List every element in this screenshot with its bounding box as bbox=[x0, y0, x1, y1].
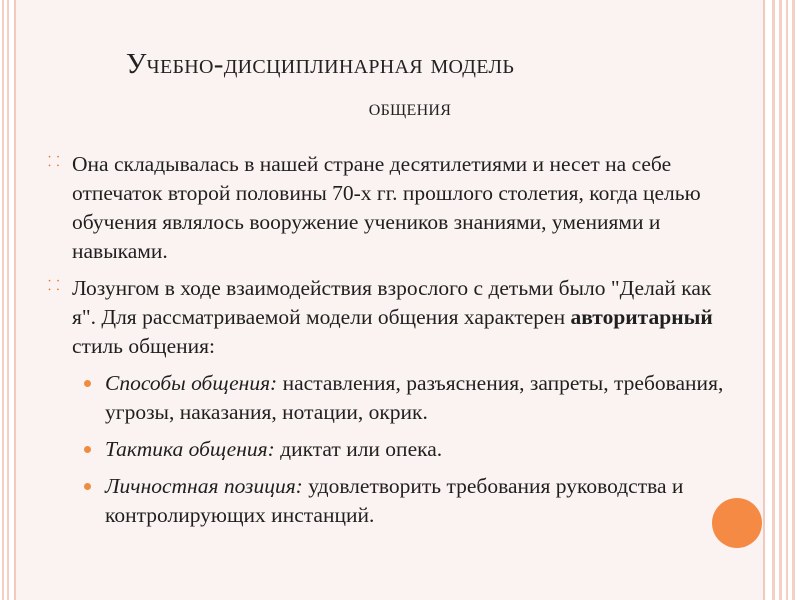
orange-dot-bullet-icon bbox=[84, 380, 91, 387]
orange-bracket-bullet-icon: ⸬ bbox=[48, 279, 60, 294]
sub-bullet-item bbox=[72, 369, 738, 427]
sub-bullet-item bbox=[72, 472, 738, 530]
bullet-text-after: стиль общения: bbox=[72, 334, 216, 358]
left-stripe bbox=[7, 0, 9, 600]
orange-dot-bullet-icon bbox=[84, 446, 91, 453]
sub-bullet-item bbox=[72, 435, 738, 464]
right-stripe bbox=[786, 0, 788, 600]
sub-bullet-text: наставления, разъяснения, запреты, требования, угрозы, наказания, нотации, окрик. bbox=[105, 371, 724, 424]
bullet-text-before: Лозунгом в ходе взаимодействия взрослого с детьми было "Делай как я". Для рассматриваемой модели общения характерен bbox=[72, 276, 712, 329]
right-stripe bbox=[792, 0, 795, 600]
right-stripe bbox=[779, 0, 782, 600]
bullet-list bbox=[48, 150, 738, 538]
sub-bullet-label: Тактика общения: bbox=[105, 437, 275, 461]
decorative-circle-icon bbox=[712, 498, 762, 548]
bullet-item bbox=[48, 274, 738, 530]
right-stripe bbox=[772, 0, 775, 600]
title-line-2: общения bbox=[368, 95, 452, 120]
sub-bullet-text: удовлетворить требования руководства и контролирующих инстанций. bbox=[105, 474, 684, 527]
bullet-text: Она складывалась в нашей стране десятилетиями и несет на себе отпечаток второй половины 70-х гг. прошлого столетия, когда целью обучения являлось вооружение учеников знаниями, умениями и навыками. bbox=[72, 152, 701, 263]
sub-bullet-list bbox=[72, 369, 738, 530]
left-stripe bbox=[2, 0, 4, 600]
bullet-bold-text: авторитарный bbox=[570, 305, 713, 329]
slide-title bbox=[40, 42, 720, 130]
sub-bullet-text: диктат или опека. bbox=[274, 437, 443, 461]
title-line-1: Учебно-дисциплинарная модель bbox=[125, 48, 515, 80]
sub-bullet-label: Способы общения: bbox=[105, 371, 278, 395]
sub-bullet-label: Личностная позиция: bbox=[105, 474, 303, 498]
orange-bracket-bullet-icon: ⸬ bbox=[48, 155, 60, 170]
orange-dot-bullet-icon bbox=[84, 483, 91, 490]
bullet-item bbox=[48, 150, 738, 266]
